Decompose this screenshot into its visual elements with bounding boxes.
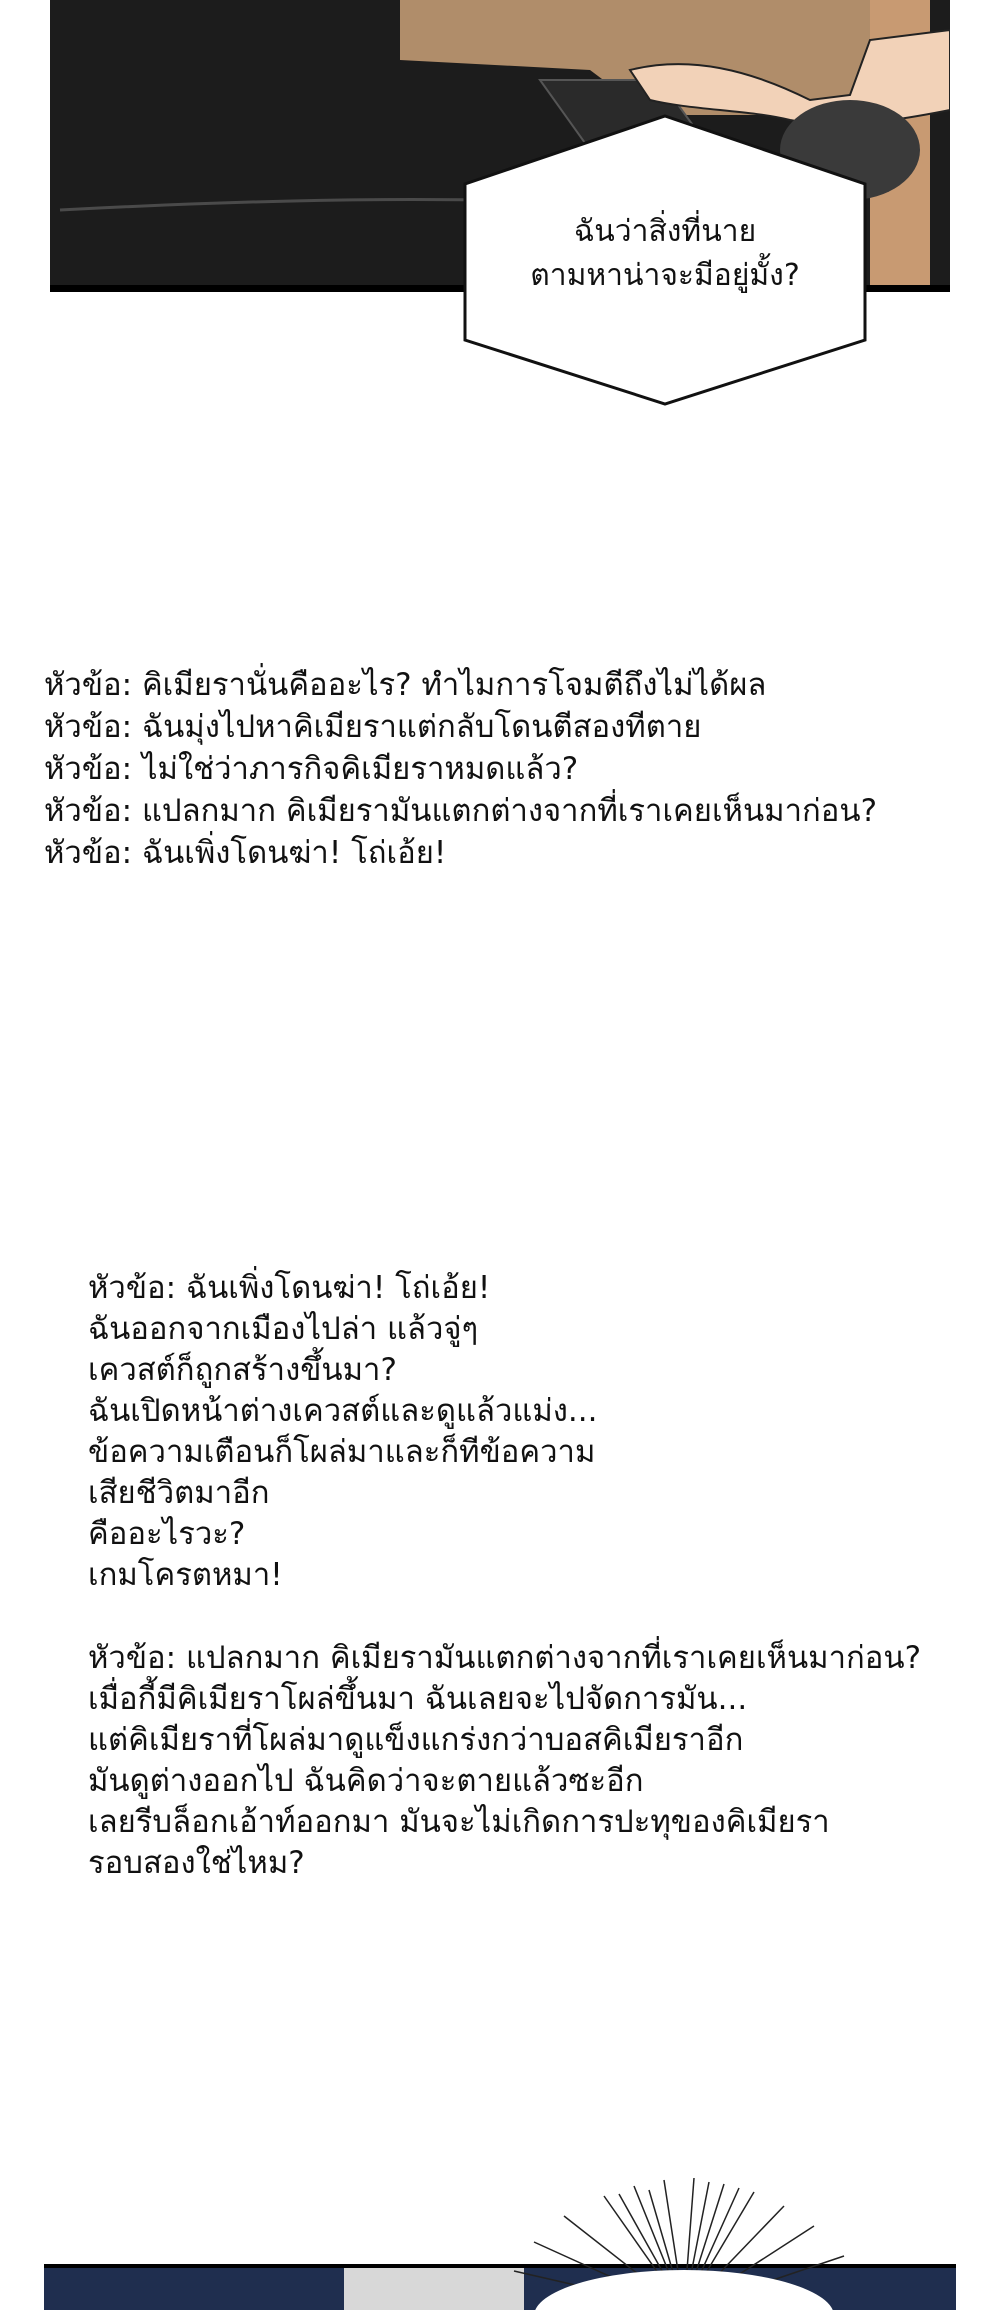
speech-line: ฉันว่าสิ่งที่นาย [573,214,757,249]
post-line: เกมโครตหมา! [88,1557,283,1593]
topic-item: หัวข้อ: ไม่ใช่ว่าภารกิจคิเมียราหมดแล้ว? [44,751,579,787]
topic-item: หัวข้อ: คิเมียรานั่นคืออะไร? ทำไมการโจมตีถึงไม่ได้ผล [44,667,767,703]
forum-post-killed [88,1268,968,1596]
post-line: เสียชีวิตมาอีก [88,1475,270,1511]
forum-topic-list [44,664,984,874]
speech-bubble-text [470,210,860,298]
post-line: ข้อความเตือนก็โผล่มาและก็ทีข้อความ [88,1434,596,1470]
post-line: เมื่อกี้มีคิเมียราโผล่ขึ้นมา ฉันเลยจะไปจัดการมัน... [88,1681,748,1717]
post-line: รอบสองใช่ไหม? [88,1845,305,1881]
post-line: คืออะไรวะ? [88,1516,246,1552]
post-line: มันดูต่างออกไป ฉันคิดว่าจะตายแล้วซะอีก [88,1763,644,1799]
topic-item: หัวข้อ: ฉันมุ่งไปหาคิเมียราแต่กลับโดนตีสองทีตาย [44,709,702,745]
forum-post-strange-chimera [88,1638,968,1884]
speech-line: ตามหาน่าจะมีอยู่มั้ง? [530,258,800,293]
comic-panel-bottom-art [44,2176,956,2310]
post-line: แต่คิเมียราที่โผล่มาดูแข็งแกร่งกว่าบอสคิเมียราอีก [88,1722,744,1758]
post-title: หัวข้อ: ฉันเพิ่งโดนฆ่า! โถ่เอ้ย! [88,1270,491,1306]
post-title: หัวข้อ: แปลกมาก คิเมียรามันแตกต่างจากที่เราเคยเห็นมาก่อน? [88,1640,922,1676]
post-line: ฉันออกจากเมืองไปล่า แล้วจู่ๆ [88,1311,479,1347]
post-line: เลยรีบล็อกเอ้าท์ออกมา มันจะไม่เกิดการปะทุของคิเมียรา [88,1804,830,1840]
post-line: ฉันเปิดหน้าต่างเควสต์และดูแล้วแม่ง... [88,1393,598,1429]
topic-item: หัวข้อ: แปลกมาก คิเมียรามันแตกต่างจากที่เราเคยเห็นมาก่อน? [44,793,878,829]
post-line: เควสต์ก็ถูกสร้างขึ้นมา? [88,1352,397,1388]
comic-panel-bottom [44,2176,956,2310]
topic-item: หัวข้อ: ฉันเพิ่งโดนฆ่า! โถ่เอ้ย! [44,835,447,871]
